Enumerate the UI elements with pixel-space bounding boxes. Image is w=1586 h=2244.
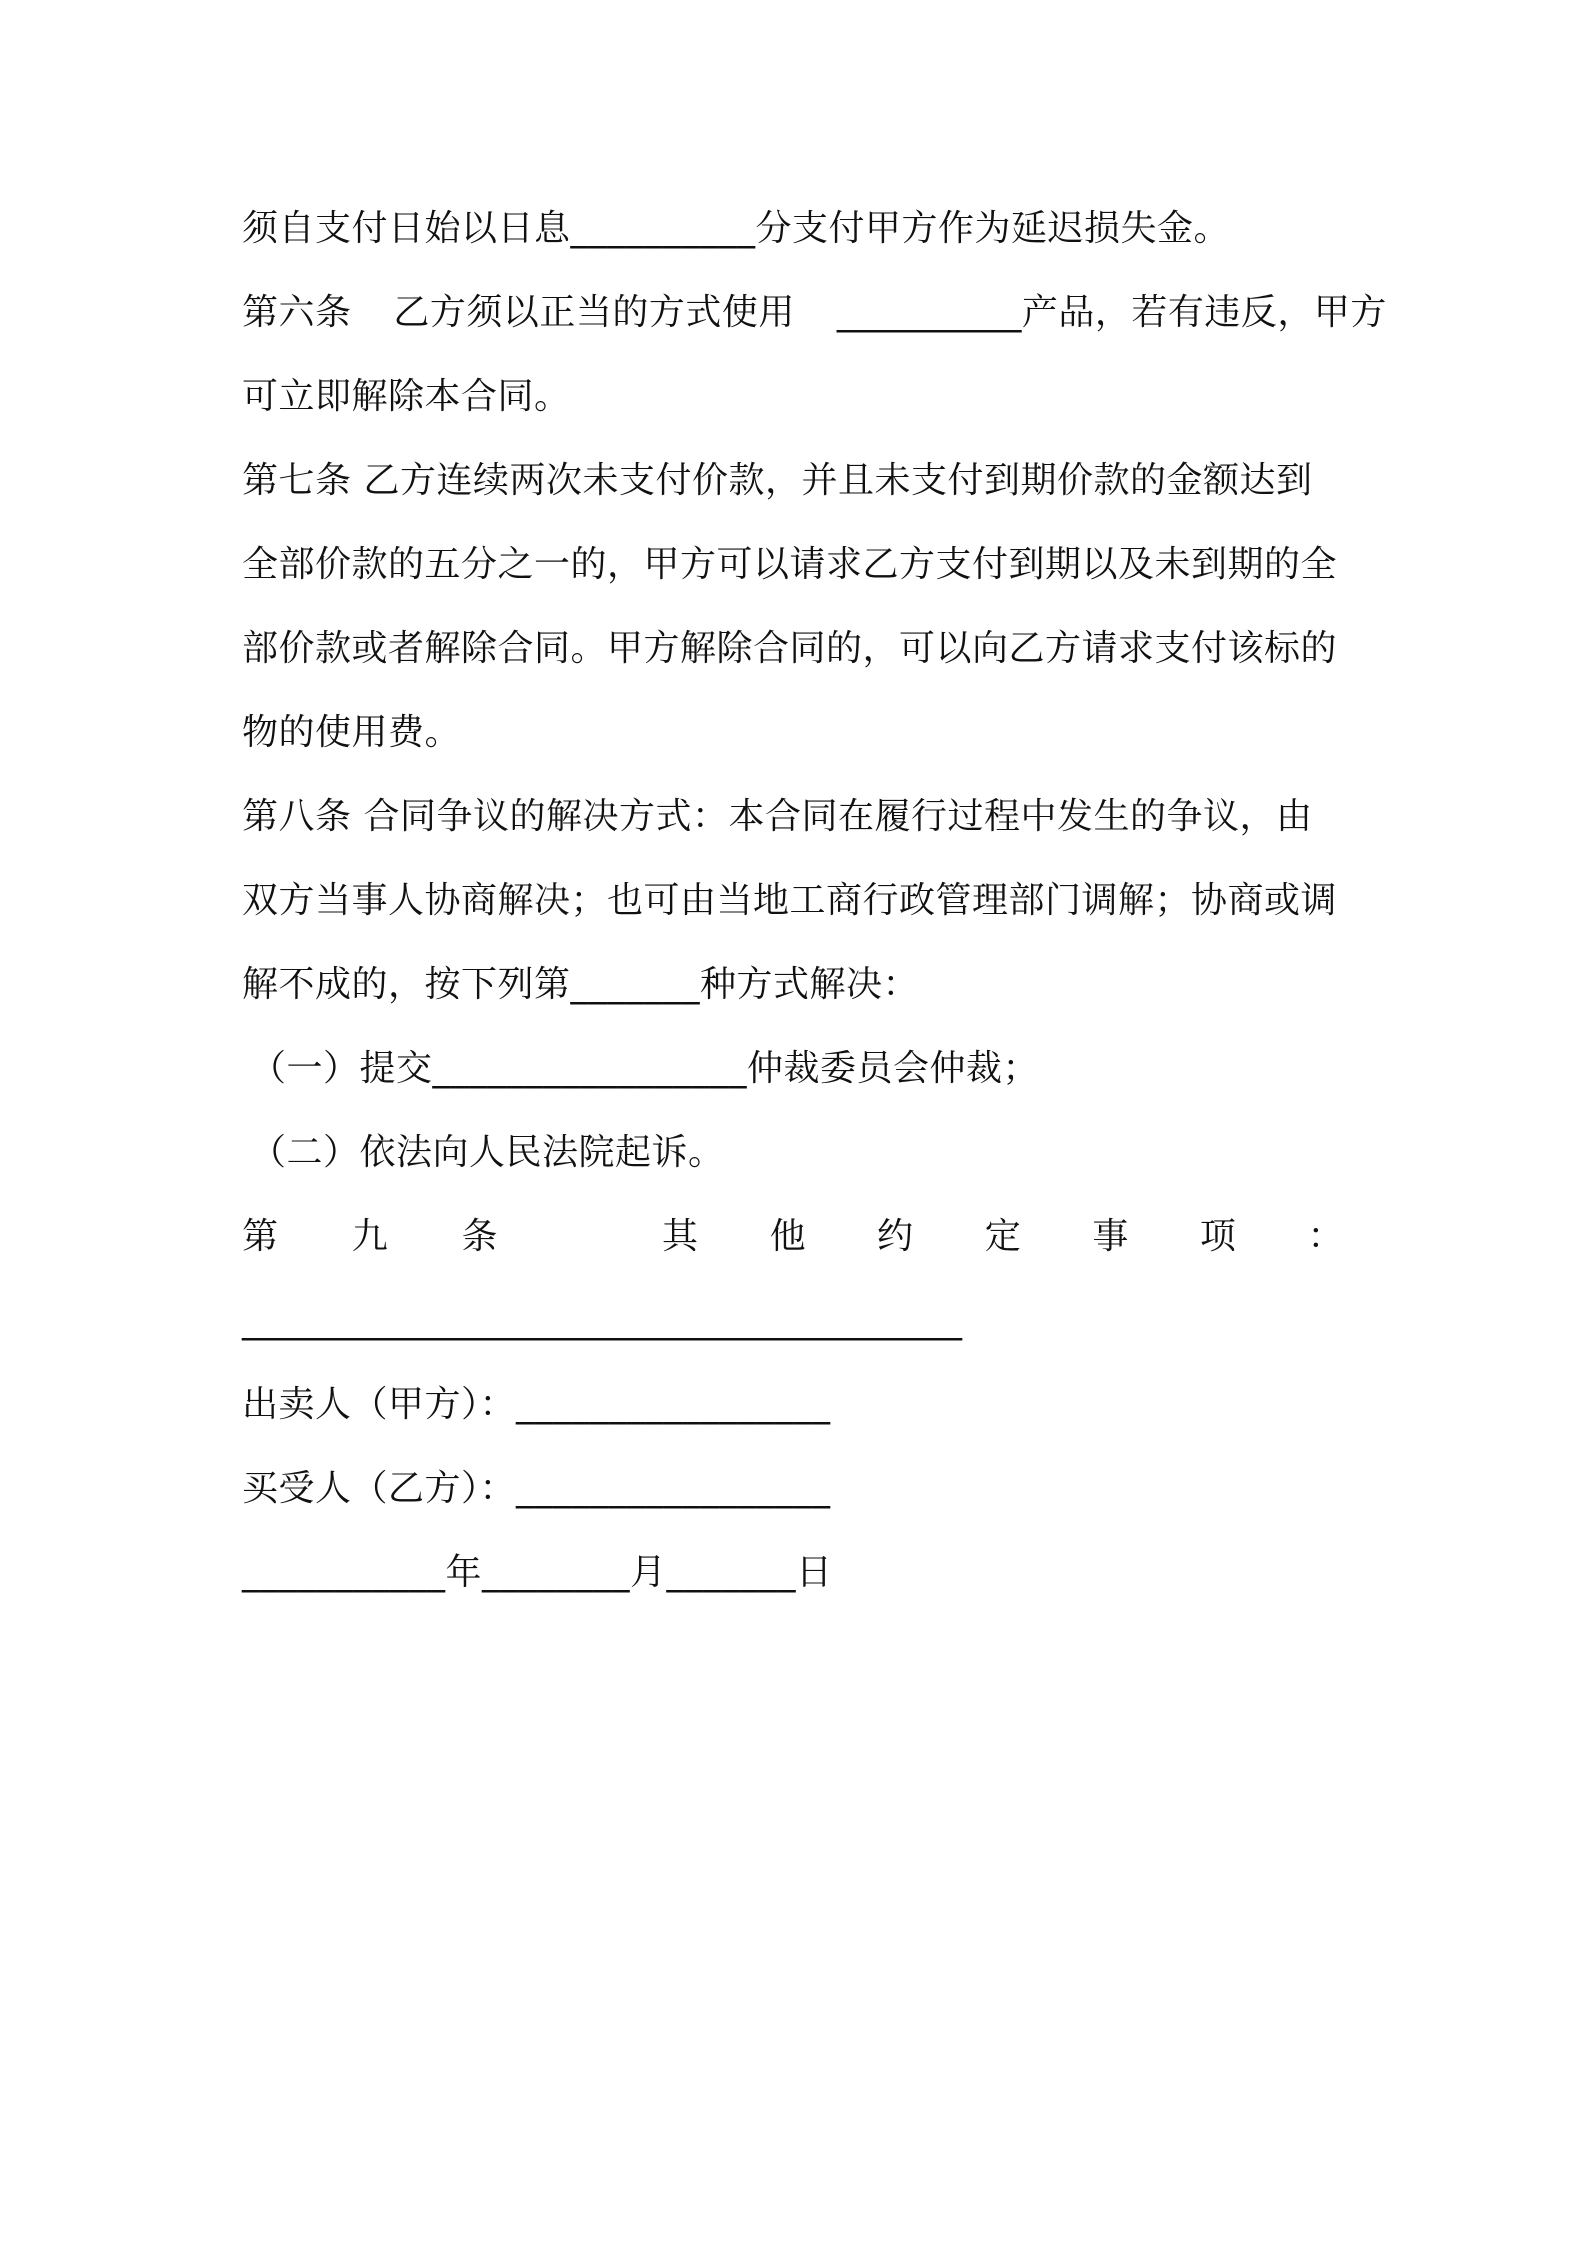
- article9-blank: ________________________________________: [242, 1300, 962, 1341]
- article9-label: [242, 1195, 498, 1279]
- contract-body: [242, 187, 1387, 1615]
- article6-text-end: __________产品，若有违反，甲方: [836, 292, 1387, 333]
- article9-char: 第: [242, 1216, 279, 1257]
- seller-signature-line: 出卖人（甲方）：_________________: [242, 1384, 831, 1425]
- article9-char: 条: [461, 1216, 498, 1257]
- article9-char: 约: [877, 1216, 914, 1257]
- article8-option2: （二）依法向人民法院起诉。: [250, 1132, 725, 1173]
- article9-char: 其: [662, 1216, 699, 1257]
- article7-line2: 全部价款的五分之一的，甲方可以请求乙方支付到期以及未到期的全: [242, 544, 1338, 585]
- article9-char: 他: [769, 1216, 807, 1257]
- buyer-signature-line: 买受人（乙方）：_________________: [242, 1468, 831, 1509]
- article9-char: 定: [984, 1216, 1022, 1257]
- article6-line2: 可立即解除本合同。: [242, 376, 571, 417]
- article6-text: 乙方须以正当的方式使用: [393, 292, 795, 333]
- date-line: ___________年________月_______日: [242, 1552, 833, 1593]
- article8-option1: （一）提交_________________仲裁委员会仲裁；: [250, 1048, 1040, 1089]
- article9-char: 事: [1092, 1216, 1129, 1257]
- article9-char: ：: [1307, 1216, 1344, 1257]
- article8-line3: 解不成的，按下列第_______种方式解决：: [242, 964, 920, 1005]
- article7-line1: 第七条 乙方连续两次未支付价款，并且未支付到期价款的金额达到: [242, 460, 1313, 501]
- article7-line4: 物的使用费。: [242, 712, 462, 753]
- article9-char: 项: [1199, 1216, 1237, 1257]
- article9-heading-line: [242, 1195, 1344, 1279]
- article8-line2: 双方当事人协商解决；也可由当地工商行政管理部门调解；协商或调: [242, 880, 1338, 921]
- article5-continuation: 须自支付日始以日息__________分支付甲方作为延迟损失金。: [242, 208, 1231, 249]
- article6-heading: 第六条: [242, 292, 352, 333]
- article6-line1: [242, 271, 1387, 355]
- article7-line3: 部价款或者解除合同。甲方解除合同的，可以向乙方请求支付该标的: [242, 628, 1338, 669]
- article9-char: 九: [351, 1216, 389, 1257]
- article8-line1: 第八条 合同争议的解决方式：本合同在履行过程中发生的争议，由: [242, 796, 1313, 837]
- article9-title: [662, 1195, 1344, 1279]
